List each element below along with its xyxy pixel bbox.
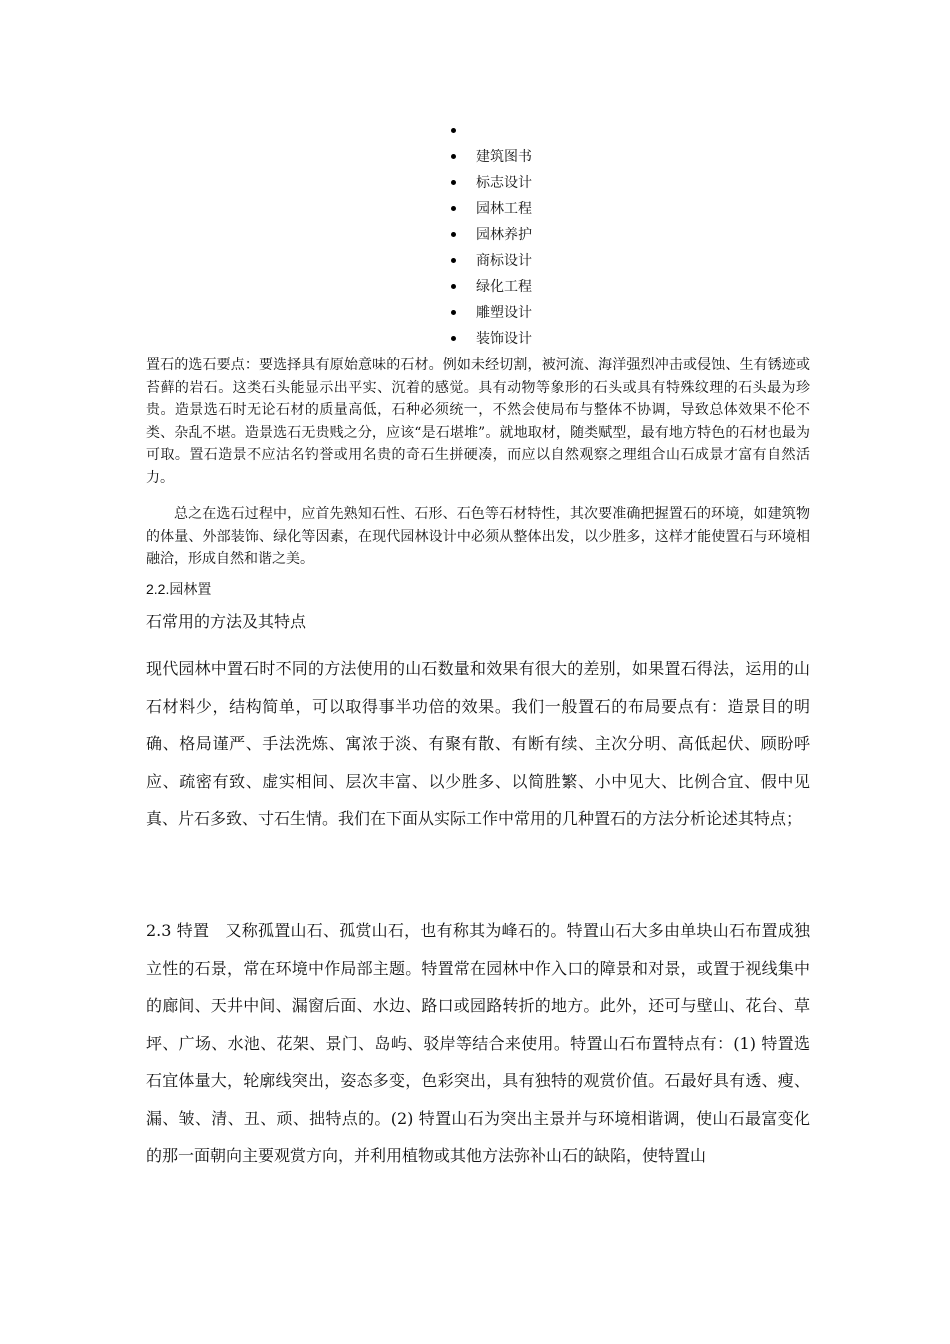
link-list-item[interactable] (0, 222, 950, 248)
bullet-icon (451, 232, 456, 237)
link-list-item[interactable] (0, 300, 950, 326)
bullet-icon (451, 284, 456, 289)
link-list-item (0, 118, 950, 144)
link-list-label[interactable]: 商标设计 (476, 253, 532, 269)
link-list-item[interactable] (0, 196, 950, 222)
layout-principles-paragraph: 现代园林中置石时不同的方法使用的山石数量和效果有很大的差别，如果置石得法，运用的山石材料少，结构简单，可以取得事半功倍的效果。我们一般置石的布局要点有：造景目的明确、格局谨严、手法洗炼、寓浓于淡、有聚有散、有断有续、主次分明、高低起伏、顾盼呼应、疏密有致、虚实相间、层次丰富、以少胜多、以简胜繁、小中见大、比例合宜、假中见真、片石多致、寸石生情。我们在下面从实际工作中常用的几种置石的方法分析论述其特点； (146, 659, 810, 828)
summary-paragraph: 总之在选石过程中，应首先熟知石性、石形、石色等石材特性，其次要准确把握置石的环境，如建筑物的体量、外部装饰、绿化等因素，在现代园林设计中必须从整体出发，以少胜多，这样才能使置石与环境相融洽，形成自然和谐之美。 (146, 506, 810, 567)
section-title: 园林置 (169, 582, 212, 598)
section-heading (146, 578, 211, 601)
link-list-label[interactable]: 园林工程 (476, 201, 532, 217)
link-list-item[interactable] (0, 274, 950, 300)
stone-selection-paragraph: 置石的选石要点：要选择具有原始意味的石材。例如未经切割，被河流、海洋强烈冲击或侵蚀、生有锈迹或苔藓的岩石。这类石头能显示出平实、沉着的感觉。具有动物等象形的石头或具有特殊纹理的石头最为珍贵。造景选石时无论石材的质量高低，石种必须统一，不然会使局布与整体不协调，导致总体效果不伦不类、杂乱不堪。造景选石无贵贱之分，应该“是石堪堆”。就地取材，随类赋型，最有地方特色的石材也最为可取。置石造景不应沽名钓誉或用名贵的奇石生拼硬凑，而应以自然观察之理组合山石成景才富有自然活力。 (146, 357, 810, 486)
section-number: 2.2. (146, 581, 170, 597)
category-link-list (0, 118, 950, 352)
link-list-label[interactable]: 雕塑设计 (476, 305, 532, 321)
bullet-icon (451, 310, 456, 315)
bullet-icon (451, 336, 456, 341)
link-list-label[interactable]: 装饰设计 (476, 331, 532, 347)
link-list-item[interactable] (0, 248, 950, 274)
link-list-item[interactable] (0, 326, 950, 352)
bullet-icon (451, 154, 456, 159)
bullet-icon (451, 206, 456, 211)
link-list-label[interactable]: 建筑图书 (476, 149, 532, 165)
bullet-icon (451, 258, 456, 263)
link-list-item[interactable] (0, 144, 950, 170)
link-list-label[interactable]: 标志设计 (476, 175, 532, 191)
link-list-label[interactable]: 绿化工程 (476, 279, 532, 295)
special-placement-paragraph: 2.3 特置 又称孤置山石、孤赏山石，也有称其为峰石的。特置山石大多由单块山石布置成独立性的石景，常在环境中作局部主题。特置常在园林中作入口的障景和对景，或置于视线集中的廊间、天井中间、漏窗后面、水边、路口或园路转折的地方。此外，还可与壁山、花台、草坪、广场、水池、花架、景门、岛屿、驳岸等结合来使用。特置山石布置特点有：(1) 特置选石宜体量大，轮廓线突出，姿态多变，色彩突出，具有独特的观赏价值。石最好具有透、瘦、漏、皱、清、丑、顽、拙特点的。(2) 特置山石为突出主景并与环境相谐调，使山石最富变化的那一面朝向主要观赏方向，并利用植物或其他方法弥补山石的缺陷，使特置山 (146, 921, 810, 1165)
section-subtitle: 石常用的方法及其特点 (146, 612, 307, 631)
bullet-icon (451, 180, 456, 185)
link-list-item[interactable] (0, 170, 950, 196)
link-list-label[interactable]: 园林养护 (476, 227, 532, 243)
bullet-icon (451, 128, 456, 133)
